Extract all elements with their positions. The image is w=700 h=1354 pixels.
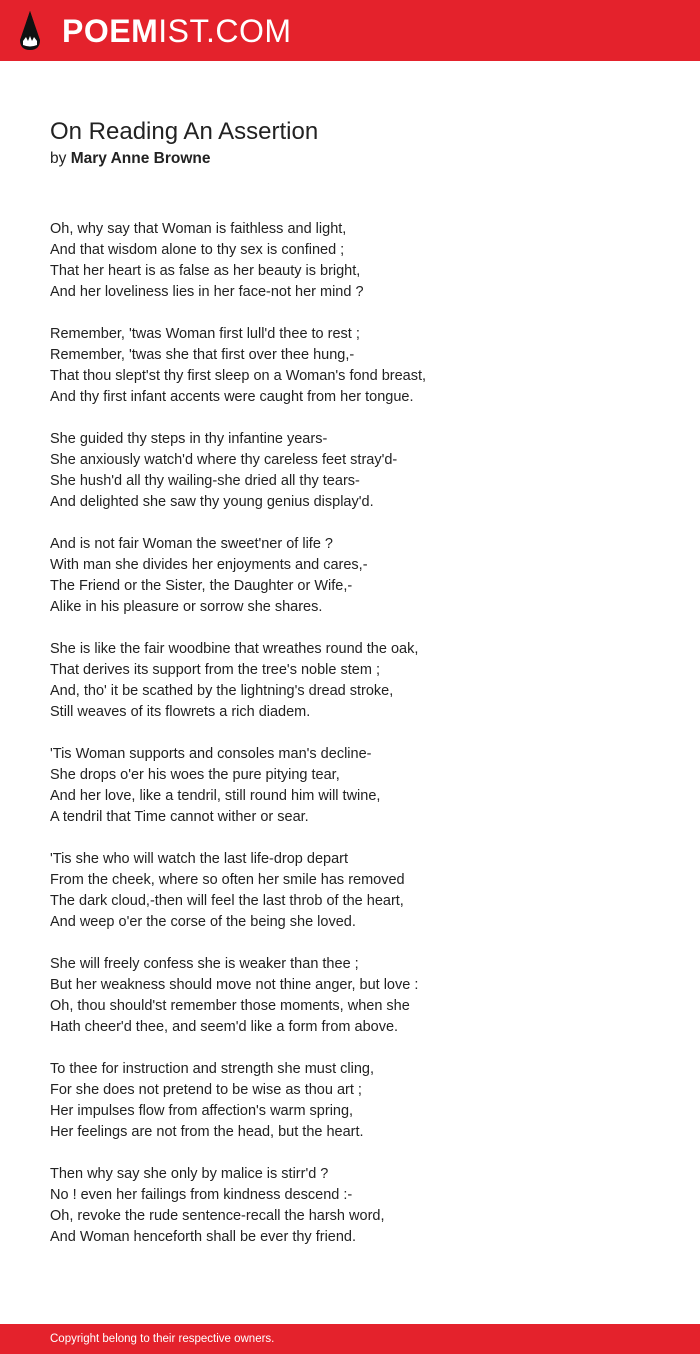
author-name: Mary Anne Browne	[70, 150, 211, 167]
poem-line: 'Tis she who will watch the last life-drop depart	[50, 851, 349, 867]
poem-line: Alike in his pleasure or sorrow she shares.	[50, 599, 323, 615]
poem-line: For she does not pretend to be wise as thou art ;	[50, 1082, 362, 1098]
logo-strong-text: POEM	[62, 13, 159, 49]
site-logo[interactable]	[62, 13, 292, 49]
site-footer	[0, 1324, 700, 1354]
stanza	[50, 219, 670, 303]
stanza	[50, 954, 670, 1038]
poem-line: The dark cloud,-then will feel the last throb of the heart,	[50, 893, 404, 909]
poem-line: Remember, 'twas Woman first lull'd thee to rest ;	[50, 326, 360, 342]
poem-line: To thee for instruction and strength she must cling,	[50, 1061, 375, 1077]
poem-line: And weep o'er the corse of the being she loved.	[50, 914, 356, 930]
stanza	[50, 744, 670, 828]
poem-line: She drops o'er his woes the pure pitying tear,	[50, 767, 340, 783]
poem-title: On Reading An Assertion	[50, 118, 319, 145]
stanza	[50, 429, 670, 513]
stanza	[50, 324, 670, 408]
copyright-notice: Copyright belong to their respective owners.	[50, 1333, 275, 1345]
poem-line: Hath cheer'd thee, and seem'd like a form from above.	[50, 1019, 399, 1035]
poem-line: She guided thy steps in thy infantine years-	[50, 431, 328, 447]
poem-line: Oh, thou should'st remember those moments, when she	[50, 998, 410, 1014]
poem-line: Oh, revoke the rude sentence-recall the harsh word,	[50, 1208, 385, 1224]
poem-line: And Woman henceforth shall be ever thy friend.	[50, 1229, 357, 1245]
logo-light-text: IST.COM	[158, 13, 292, 49]
by-label: by	[50, 150, 67, 167]
poem-line: The Friend or the Sister, the Daughter or Wife,-	[50, 578, 353, 594]
poem-line: That thou slept'st thy first sleep on a Woman's fond breast,	[50, 368, 427, 384]
poem-line: And is not fair Woman the sweet'ner of life ?	[50, 536, 333, 552]
poem-line: And that wisdom alone to thy sex is confined ;	[50, 242, 345, 258]
poem-line: Remember, 'twas she that first over thee hung,-	[50, 347, 355, 363]
poem-line: And delighted she saw thy young genius display'd.	[50, 494, 374, 510]
stanza	[50, 1059, 670, 1143]
poem-line: 'Tis Woman supports and consoles man's decline-	[50, 746, 372, 762]
poem-body	[50, 219, 670, 1269]
poem-line: Oh, why say that Woman is faithless and light,	[50, 221, 347, 237]
poem-line: Still weaves of its flowrets a rich diadem.	[50, 704, 311, 720]
poem-line: She is like the fair woodbine that wreathes round the oak,	[50, 641, 419, 657]
poem-line: She will freely confess she is weaker than thee ;	[50, 956, 359, 972]
poem-line: And her love, like a tendril, still round him will twine,	[50, 788, 381, 804]
poem-line: And thy first infant accents were caught from her tongue.	[50, 389, 414, 405]
byline	[50, 149, 211, 169]
stanza	[50, 849, 670, 933]
poem-line: That derives its support from the tree's noble stem ;	[50, 662, 380, 678]
poem-line: And, tho' it be scathed by the lightning's dread stroke,	[50, 683, 394, 699]
poem-line: A tendril that Time cannot wither or sear.	[50, 809, 309, 825]
stanza	[50, 1164, 670, 1248]
poem-line: She hush'd all thy wailing-she dried all thy tears-	[50, 473, 360, 489]
pencil-tip-icon	[18, 10, 42, 52]
site-header	[0, 0, 700, 61]
poem-line: And her loveliness lies in her face-not her mind ?	[50, 284, 364, 300]
poem-line: That her heart is as false as her beauty is bright,	[50, 263, 361, 279]
poem-line: No ! even her failings from kindness descend :-	[50, 1187, 353, 1203]
poem-line: With man she divides her enjoyments and cares,-	[50, 557, 368, 573]
poem-line: Her impulses flow from affection's warm spring,	[50, 1103, 354, 1119]
poem-line: From the cheek, where so often her smile has removed	[50, 872, 405, 888]
poem-line: Her feelings are not from the head, but the heart.	[50, 1124, 364, 1140]
stanza	[50, 534, 670, 618]
poem-line: Then why say she only by malice is stirr'd ?	[50, 1166, 329, 1182]
poem-line: She anxiously watch'd where thy careless feet stray'd-	[50, 452, 398, 468]
stanza	[50, 639, 670, 723]
poem-line: But her weakness should move not thine anger, but love :	[50, 977, 419, 993]
